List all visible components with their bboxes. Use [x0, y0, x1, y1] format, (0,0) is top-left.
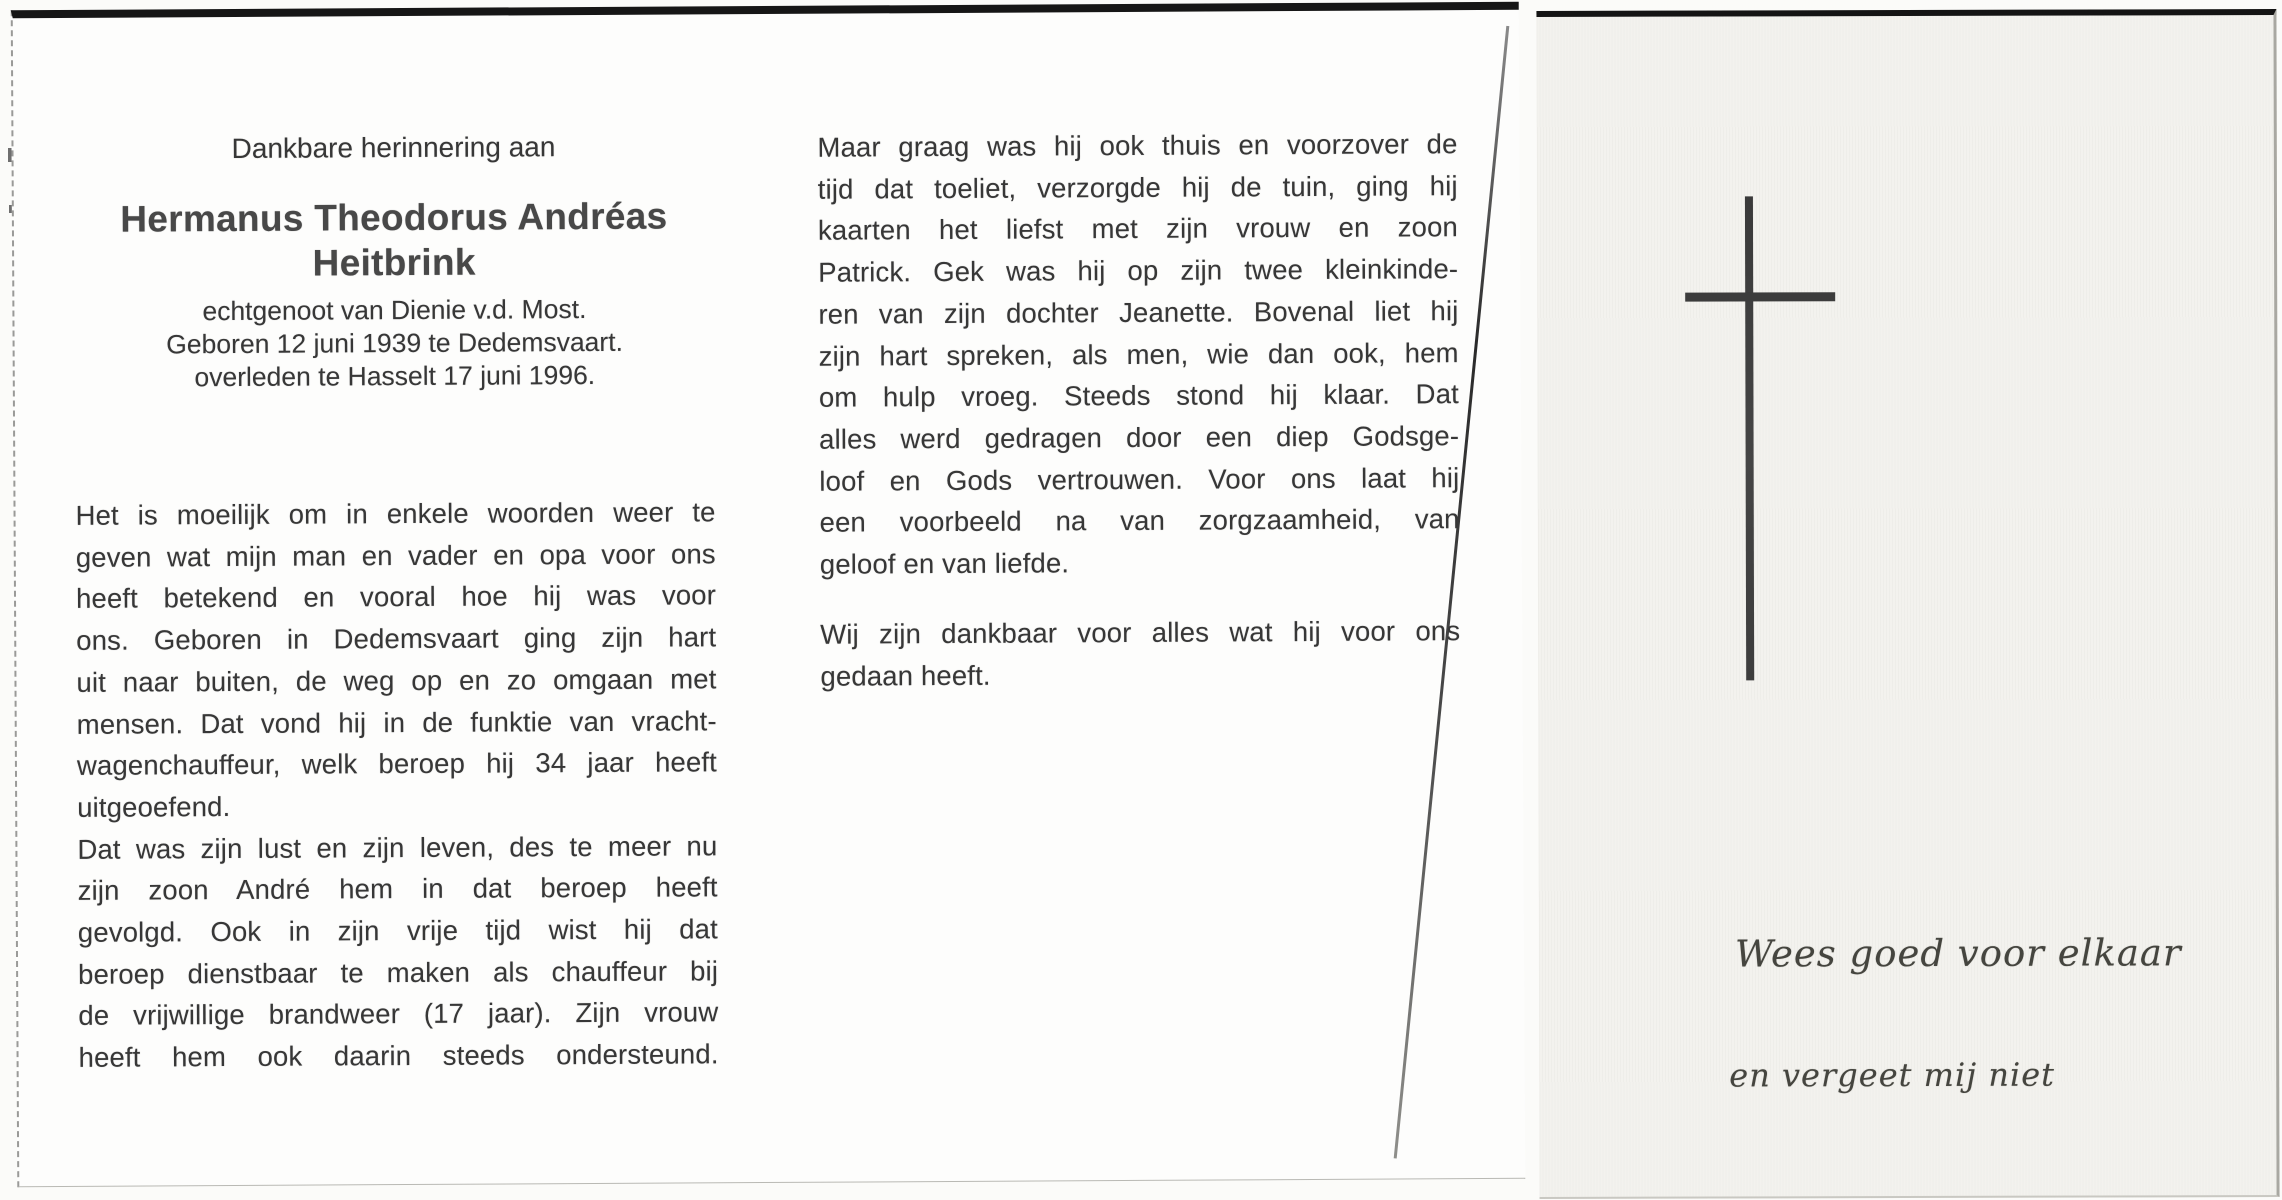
prayer-card: [1536, 9, 2279, 1199]
paragraph-line: heeft betekend en vooral hoe hij was voor: [75, 579, 717, 615]
paragraph-line: een voorbeeld na van zorgzaamheid, van: [819, 503, 1460, 539]
paragraph-line: mensen. Dat vond hij in de funktie van vracht-: [76, 704, 717, 740]
text-column-right: [817, 123, 1460, 585]
paragraph-line: ons. Geboren in Dedemsvaart ging zijn hart: [76, 621, 717, 656]
paragraph-line: zijn hart spreken, als men, wie dan ook, hem: [818, 336, 1459, 372]
cross-horizontal-bar: [1685, 292, 1835, 301]
life-dates: [74, 292, 715, 395]
paragraph-line: zijn zoon André hem in dat beroep heeft: [77, 871, 718, 907]
cross-vertical-bar: [1745, 196, 1754, 680]
paragraph-line: uit naar buiten, de weg op en zo omgaan met: [76, 663, 717, 698]
paragraph-line: Wij zijn dankbaar voor alles wat hij voor ons: [820, 615, 1461, 650]
paragraph-line: heeft hem ook daarin steeds ondersteund.: [78, 1038, 719, 1073]
deceased-name: [34, 193, 754, 287]
paragraph-line: uitgeoefend.: [77, 790, 231, 823]
deceased-name-line2: Heitbrink: [312, 241, 476, 284]
memorial-header: Dankbare herinnering aan: [231, 131, 556, 164]
closing-paragraph: [820, 610, 1460, 697]
paragraph-line: gedaan heeft.: [820, 659, 991, 692]
paragraph-line: de vrijwillige brandweer (17 jaar). Zijn vrouw: [78, 996, 719, 1032]
paragraph-line: geloof en van liefde.: [819, 547, 1070, 580]
deceased-name-line1: Hermanus Theodorus Andréas: [120, 195, 668, 240]
paragraph-line: ren van zijn dochter Jeanette. Bovenal liet hij: [818, 294, 1459, 330]
paragraph-line: Dat was zijn lust en zijn leven, des te meer nu: [77, 829, 718, 865]
paragraph-line: om hulp vroeg. Steeds stond hij klaar. Dat: [818, 378, 1459, 413]
paragraph-line: Patrick. Gek was hij op zijn twee kleinkinde-: [818, 253, 1459, 288]
paragraph-line: tijd dat toeliet, verzorgde hij de tuin, ging hij: [817, 169, 1458, 205]
memorial-card: [11, 2, 1526, 1187]
life-dates-line: echtgenoot van Dienie v.d. Most.: [202, 294, 587, 327]
paragraph-line: Maar graag was hij ook thuis en voorzover de: [817, 128, 1458, 163]
paragraph-line: Het is moeilijk om in enkele woorden weer te: [75, 496, 716, 531]
paragraph-line: wagenchauffeur, welk beroep hij 34 jaar heeft: [76, 746, 718, 782]
paragraph-line: geven wat mijn man en vader en opa voor ons: [75, 537, 716, 573]
latin-cross-icon: [1536, 15, 2276, 1197]
paragraph-line: beroep dienstbaar te maken als chauffeur bij: [78, 955, 719, 990]
text-column-left: [75, 491, 718, 1078]
paragraph-line: loof en Gods vertrouwen. Voor ons laat hij: [819, 461, 1460, 497]
motto-line-2: en vergeet mij niet: [1729, 1055, 2056, 1095]
paragraph-line: alles werd gedragen door een diep Godsge-: [819, 420, 1460, 455]
life-dates-line: overleden te Hasselt 17 juni 1996.: [194, 359, 596, 393]
paragraph-line: gevolgd. Ook in zijn vrije tijd wist hij dat: [77, 913, 718, 948]
motto-line-1: Wees goed voor elkaar: [1734, 931, 2182, 976]
paragraph-line: kaarten het liefst met zijn vrouw en zoon: [817, 211, 1459, 247]
life-dates-line: Geboren 12 juni 1939 te Dedemsvaart.: [166, 326, 624, 360]
